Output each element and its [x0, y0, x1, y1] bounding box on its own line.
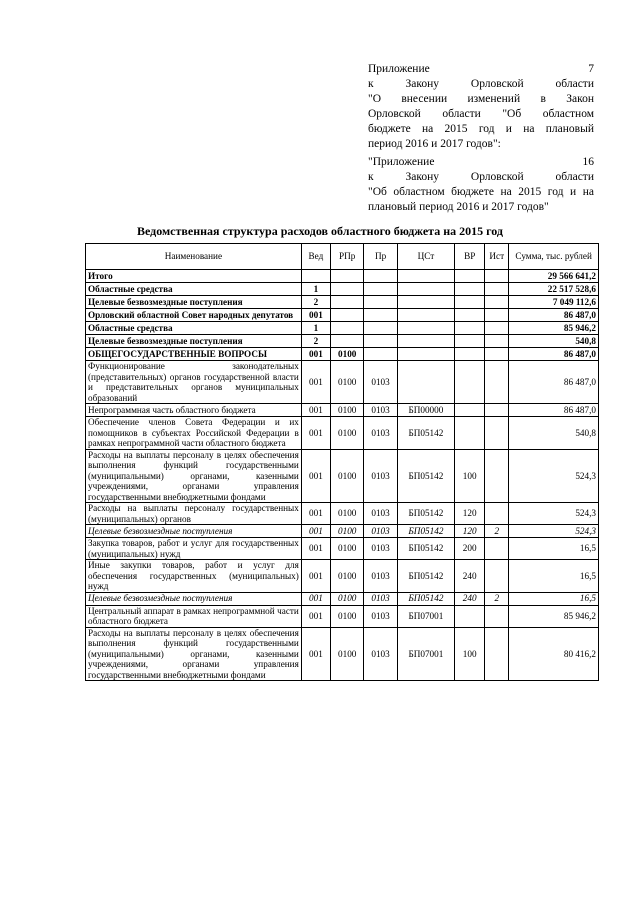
- budget-table: [85, 243, 599, 681]
- cell-rpr: [331, 296, 364, 309]
- cell-name: Непрограммная часть областного бюджета: [86, 404, 302, 417]
- table-row: [86, 449, 599, 503]
- header-sum: Сумма, тыс. рублей: [509, 244, 599, 270]
- cell-vr: [455, 361, 485, 404]
- cell-vr: 100: [455, 627, 485, 681]
- cell-cst: БП05142: [397, 449, 454, 503]
- cell-ist: [485, 309, 509, 322]
- cell-rpr: [331, 283, 364, 296]
- cell-ved: 001: [301, 605, 330, 627]
- cell-ved: 001: [301, 404, 330, 417]
- cell-ved: 001: [301, 538, 330, 560]
- cell-sum: 85 946,2: [509, 605, 599, 627]
- annex-line: к Закону Орловской области: [368, 78, 594, 90]
- cell-pr: 0103: [364, 560, 397, 593]
- cell-pr: 0103: [364, 503, 397, 525]
- cell-sum: 540,8: [509, 335, 599, 348]
- table-row: [86, 309, 599, 322]
- cell-ist: [485, 449, 509, 503]
- cell-rpr: 0100: [331, 361, 364, 404]
- cell-ved: 2: [301, 296, 330, 309]
- cell-cst: БП05142: [397, 592, 454, 605]
- cell-name: Итого: [86, 270, 302, 283]
- cell-ist: [485, 348, 509, 361]
- cell-rpr: 0100: [331, 560, 364, 593]
- cell-rpr: 0100: [331, 538, 364, 560]
- header-ist: Ист: [485, 244, 509, 270]
- annex-line: "Приложение 16: [368, 156, 594, 168]
- annex-16-header: [368, 155, 594, 215]
- header-vr: ВР: [455, 244, 485, 270]
- cell-name: Целевые безвозмездные поступления: [86, 335, 302, 348]
- cell-vr: [455, 404, 485, 417]
- header-rpr: РПр: [331, 244, 364, 270]
- cell-cst: [397, 270, 454, 283]
- cell-rpr: 0100: [331, 525, 364, 538]
- cell-rpr: 0100: [331, 592, 364, 605]
- cell-ist: [485, 404, 509, 417]
- cell-ved: 001: [301, 348, 330, 361]
- cell-ved: 001: [301, 503, 330, 525]
- annex-line: период 2016 и 2017 годов":: [368, 138, 501, 150]
- table-row: [86, 605, 599, 627]
- cell-name: Расходы на выплаты персоналу в целях обеспечения выполнения функций государственными (муниципальными) органами, казенными учреждениями, органами управления государственными внебюджетными фондами: [86, 449, 302, 503]
- cell-sum: 86 487,0: [509, 404, 599, 417]
- cell-vr: 100: [455, 449, 485, 503]
- table-row: [86, 404, 599, 417]
- cell-ist: [485, 296, 509, 309]
- table-row: [86, 348, 599, 361]
- table-row: [86, 335, 599, 348]
- cell-rpr: [331, 322, 364, 335]
- cell-cst: БП05142: [397, 560, 454, 593]
- cell-ist: [485, 538, 509, 560]
- cell-cst: БП05142: [397, 538, 454, 560]
- cell-ved: [301, 270, 330, 283]
- cell-cst: [397, 361, 454, 404]
- annex-7-header: [368, 62, 594, 152]
- cell-cst: БП07001: [397, 627, 454, 681]
- cell-ist: [485, 503, 509, 525]
- cell-sum: 524,3: [509, 525, 599, 538]
- cell-pr: [364, 309, 397, 322]
- table-row: [86, 538, 599, 560]
- cell-rpr: 0100: [331, 417, 364, 450]
- table-row: [86, 296, 599, 309]
- document-title: Ведомственная структура расходов областного бюджета на 2015 год: [136, 224, 503, 238]
- table-row: [86, 592, 599, 605]
- cell-sum: 7 049 112,6: [509, 296, 599, 309]
- cell-name: Закупка товаров, работ и услуг для государственных (муниципальных) нужд: [86, 538, 302, 560]
- cell-sum: 16,5: [509, 592, 599, 605]
- cell-cst: [397, 348, 454, 361]
- annex-line: "Об областном бюджете на 2015 год и на: [368, 186, 594, 198]
- cell-cst: [397, 309, 454, 322]
- cell-ved: 001: [301, 449, 330, 503]
- cell-pr: 0103: [364, 361, 397, 404]
- cell-cst: БП05142: [397, 503, 454, 525]
- table-row: [86, 560, 599, 593]
- cell-pr: [364, 296, 397, 309]
- cell-sum: 29 566 641,2: [509, 270, 599, 283]
- cell-ved: 001: [301, 592, 330, 605]
- cell-pr: 0103: [364, 449, 397, 503]
- cell-vr: [455, 348, 485, 361]
- cell-cst: [397, 296, 454, 309]
- cell-sum: 86 487,0: [509, 309, 599, 322]
- header-name: Наименование: [86, 244, 302, 270]
- cell-ved: 001: [301, 361, 330, 404]
- cell-sum: 22 517 528,6: [509, 283, 599, 296]
- cell-ist: [485, 322, 509, 335]
- cell-sum: 80 416,2: [509, 627, 599, 681]
- cell-ist: [485, 270, 509, 283]
- cell-sum: 524,3: [509, 503, 599, 525]
- cell-rpr: [331, 309, 364, 322]
- cell-vr: 240: [455, 560, 485, 593]
- cell-vr: [455, 270, 485, 283]
- cell-cst: БП07001: [397, 605, 454, 627]
- table-header-row: [86, 244, 599, 270]
- cell-rpr: 0100: [331, 404, 364, 417]
- table-row: [86, 283, 599, 296]
- cell-name: Функционирование законодательных (представительных) органов государственной власти и представительных органов муниципальных образований: [86, 361, 302, 404]
- cell-name: ОБЩЕГОСУДАРСТВЕННЫЕ ВОПРОСЫ: [86, 348, 302, 361]
- cell-ist: [485, 627, 509, 681]
- annex-line: "О внесении изменений в Закон: [368, 93, 594, 105]
- header-pr: Пр: [364, 244, 397, 270]
- cell-sum: 16,5: [509, 538, 599, 560]
- cell-ved: 2: [301, 335, 330, 348]
- cell-vr: [455, 335, 485, 348]
- cell-ved: 001: [301, 627, 330, 681]
- cell-ist: [485, 560, 509, 593]
- cell-ist: [485, 605, 509, 627]
- cell-ved: 1: [301, 283, 330, 296]
- cell-ved: 001: [301, 560, 330, 593]
- cell-sum: 86 487,0: [509, 361, 599, 404]
- cell-pr: [364, 335, 397, 348]
- cell-pr: [364, 270, 397, 283]
- cell-vr: 240: [455, 592, 485, 605]
- cell-ist: 2: [485, 525, 509, 538]
- cell-name: Центральный аппарат в рамках непрограммной части областного бюджета: [86, 605, 302, 627]
- cell-name: Обеспечение членов Совета Федерации и их помощников в субъектах Российской Федерации в рамках непрограммной части областного бюджета: [86, 417, 302, 450]
- table-row: [86, 361, 599, 404]
- cell-pr: 0103: [364, 592, 397, 605]
- cell-ist: [485, 283, 509, 296]
- cell-cst: БП05142: [397, 525, 454, 538]
- cell-ved: 001: [301, 417, 330, 450]
- cell-vr: [455, 417, 485, 450]
- cell-pr: 0103: [364, 404, 397, 417]
- cell-sum: 540,8: [509, 417, 599, 450]
- cell-rpr: 0100: [331, 449, 364, 503]
- cell-name: Орловский областной Совет народных депутатов: [86, 309, 302, 322]
- cell-vr: [455, 283, 485, 296]
- cell-pr: 0103: [364, 627, 397, 681]
- cell-name: Областные средства: [86, 283, 302, 296]
- table-row: [86, 270, 599, 283]
- cell-name: Иные закупки товаров, работ и услуг для обеспечения государственных (муниципальных) нужд: [86, 560, 302, 593]
- cell-vr: [455, 605, 485, 627]
- cell-pr: 0103: [364, 525, 397, 538]
- cell-name: Расходы на выплаты персоналу в целях обеспечения выполнения функций государственными (муниципальными) органами, казенными учреждениями, органами управления государственными внебюджетными фондами: [86, 627, 302, 681]
- cell-vr: 200: [455, 538, 485, 560]
- cell-pr: [364, 283, 397, 296]
- cell-pr: [364, 348, 397, 361]
- cell-ist: [485, 335, 509, 348]
- table-row: [86, 627, 599, 681]
- cell-vr: 120: [455, 503, 485, 525]
- cell-name: Целевые безвозмездные поступления: [86, 296, 302, 309]
- cell-rpr: 0100: [331, 348, 364, 361]
- cell-ist: [485, 417, 509, 450]
- cell-sum: 85 946,2: [509, 322, 599, 335]
- cell-vr: [455, 322, 485, 335]
- annex-line: Орловской области "Об областном: [368, 108, 594, 120]
- cell-ist: 2: [485, 592, 509, 605]
- cell-sum: 524,3: [509, 449, 599, 503]
- cell-cst: БП00000: [397, 404, 454, 417]
- table-row: [86, 503, 599, 525]
- cell-name: Расходы на выплаты персоналу государственных (муниципальных) органов: [86, 503, 302, 525]
- cell-ved: 001: [301, 309, 330, 322]
- cell-rpr: 0100: [331, 627, 364, 681]
- cell-pr: 0103: [364, 538, 397, 560]
- cell-rpr: [331, 335, 364, 348]
- cell-name: Целевые безвозмездные поступления: [86, 525, 302, 538]
- cell-cst: [397, 335, 454, 348]
- annex-line: плановый период 2016 и 2017 годов": [368, 201, 549, 213]
- cell-pr: 0103: [364, 605, 397, 627]
- cell-rpr: 0100: [331, 605, 364, 627]
- cell-vr: [455, 309, 485, 322]
- cell-sum: 16,5: [509, 560, 599, 593]
- cell-pr: 0103: [364, 417, 397, 450]
- annex-line: бюджете на 2015 год и на плановый: [368, 123, 594, 135]
- cell-vr: 120: [455, 525, 485, 538]
- table-row: [86, 417, 599, 450]
- cell-cst: [397, 283, 454, 296]
- annex-line: к Закону Орловской области: [368, 171, 594, 183]
- header-cst: ЦСт: [397, 244, 454, 270]
- cell-rpr: [331, 270, 364, 283]
- table-body: [86, 270, 599, 681]
- table-row: [86, 525, 599, 538]
- cell-ist: [485, 361, 509, 404]
- cell-vr: [455, 296, 485, 309]
- cell-sum: 86 487,0: [509, 348, 599, 361]
- cell-name: Областные средства: [86, 322, 302, 335]
- cell-pr: [364, 322, 397, 335]
- cell-cst: БП05142: [397, 417, 454, 450]
- header-ved: Вед: [301, 244, 330, 270]
- cell-cst: [397, 322, 454, 335]
- cell-ved: 001: [301, 525, 330, 538]
- table-row: [86, 322, 599, 335]
- cell-name: Целевые безвозмездные поступления: [86, 592, 302, 605]
- cell-rpr: 0100: [331, 503, 364, 525]
- annex-line: Приложение 7: [368, 63, 594, 75]
- cell-ved: 1: [301, 322, 330, 335]
